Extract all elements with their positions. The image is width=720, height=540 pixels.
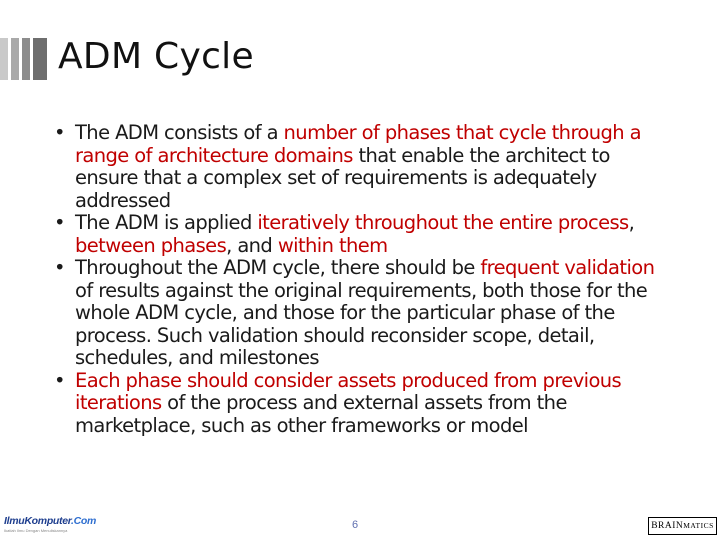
bullet-item xyxy=(54,257,666,370)
highlighted-text: frequent validation xyxy=(480,256,655,279)
title-accent-bar xyxy=(0,38,8,80)
bullet-text: The ADM consists of a xyxy=(75,121,284,144)
bullet-text: The ADM is applied xyxy=(75,211,258,234)
logo-tagline: Ikatlah Ilmu Dengan Menuliskannya xyxy=(4,528,68,533)
bullet-text: of the process and external assets from the marketplace, such as other frameworks or model xyxy=(75,391,567,437)
title-accent-bar xyxy=(22,38,30,80)
logo-brain-text: BRAIN xyxy=(651,521,684,531)
highlighted-text: within them xyxy=(277,233,388,257)
logo-brand-text xyxy=(4,515,97,527)
logo-brand-main: IlmuKomputer xyxy=(4,515,71,527)
bullet-text: , and xyxy=(226,233,278,257)
bullet-text: , xyxy=(628,211,635,234)
brainmatics-logo xyxy=(648,517,717,535)
ilmukomputer-logo xyxy=(4,515,97,535)
title-accent-bar xyxy=(11,38,19,80)
bullet-item xyxy=(54,370,666,438)
highlighted-text: iteratively throughout the entire process xyxy=(257,211,629,234)
bullet-text: that enable the architect to ensure that a complex set of requirements is adequately addressed xyxy=(75,143,610,212)
page-number: 6 xyxy=(352,519,359,531)
logo-matics-text: MATICS xyxy=(683,521,714,530)
bullet-item xyxy=(54,212,666,257)
bullet-item xyxy=(54,122,666,212)
bullet-list xyxy=(54,122,666,437)
bullet-text: of results against the original requirements, both those for the whole ADM cycle, and those for the particular phase of the process. Such validation should reconsider scope, detail, schedules, and milestones xyxy=(75,278,648,369)
highlighted-text: between phases xyxy=(75,233,227,257)
highlighted-text: Each phase should consider assets produced from previous iterations xyxy=(75,368,622,414)
bullet-text: Throughout the ADM cycle, there should be xyxy=(75,256,481,279)
title-accent-bars xyxy=(0,38,50,80)
title-accent-bar xyxy=(33,38,47,80)
slide-title: ADM Cycle xyxy=(58,36,254,77)
highlighted-text: number of phases that cycle through a range of architecture domains xyxy=(75,121,642,167)
logo-brand-suffix: .Com xyxy=(71,515,97,527)
